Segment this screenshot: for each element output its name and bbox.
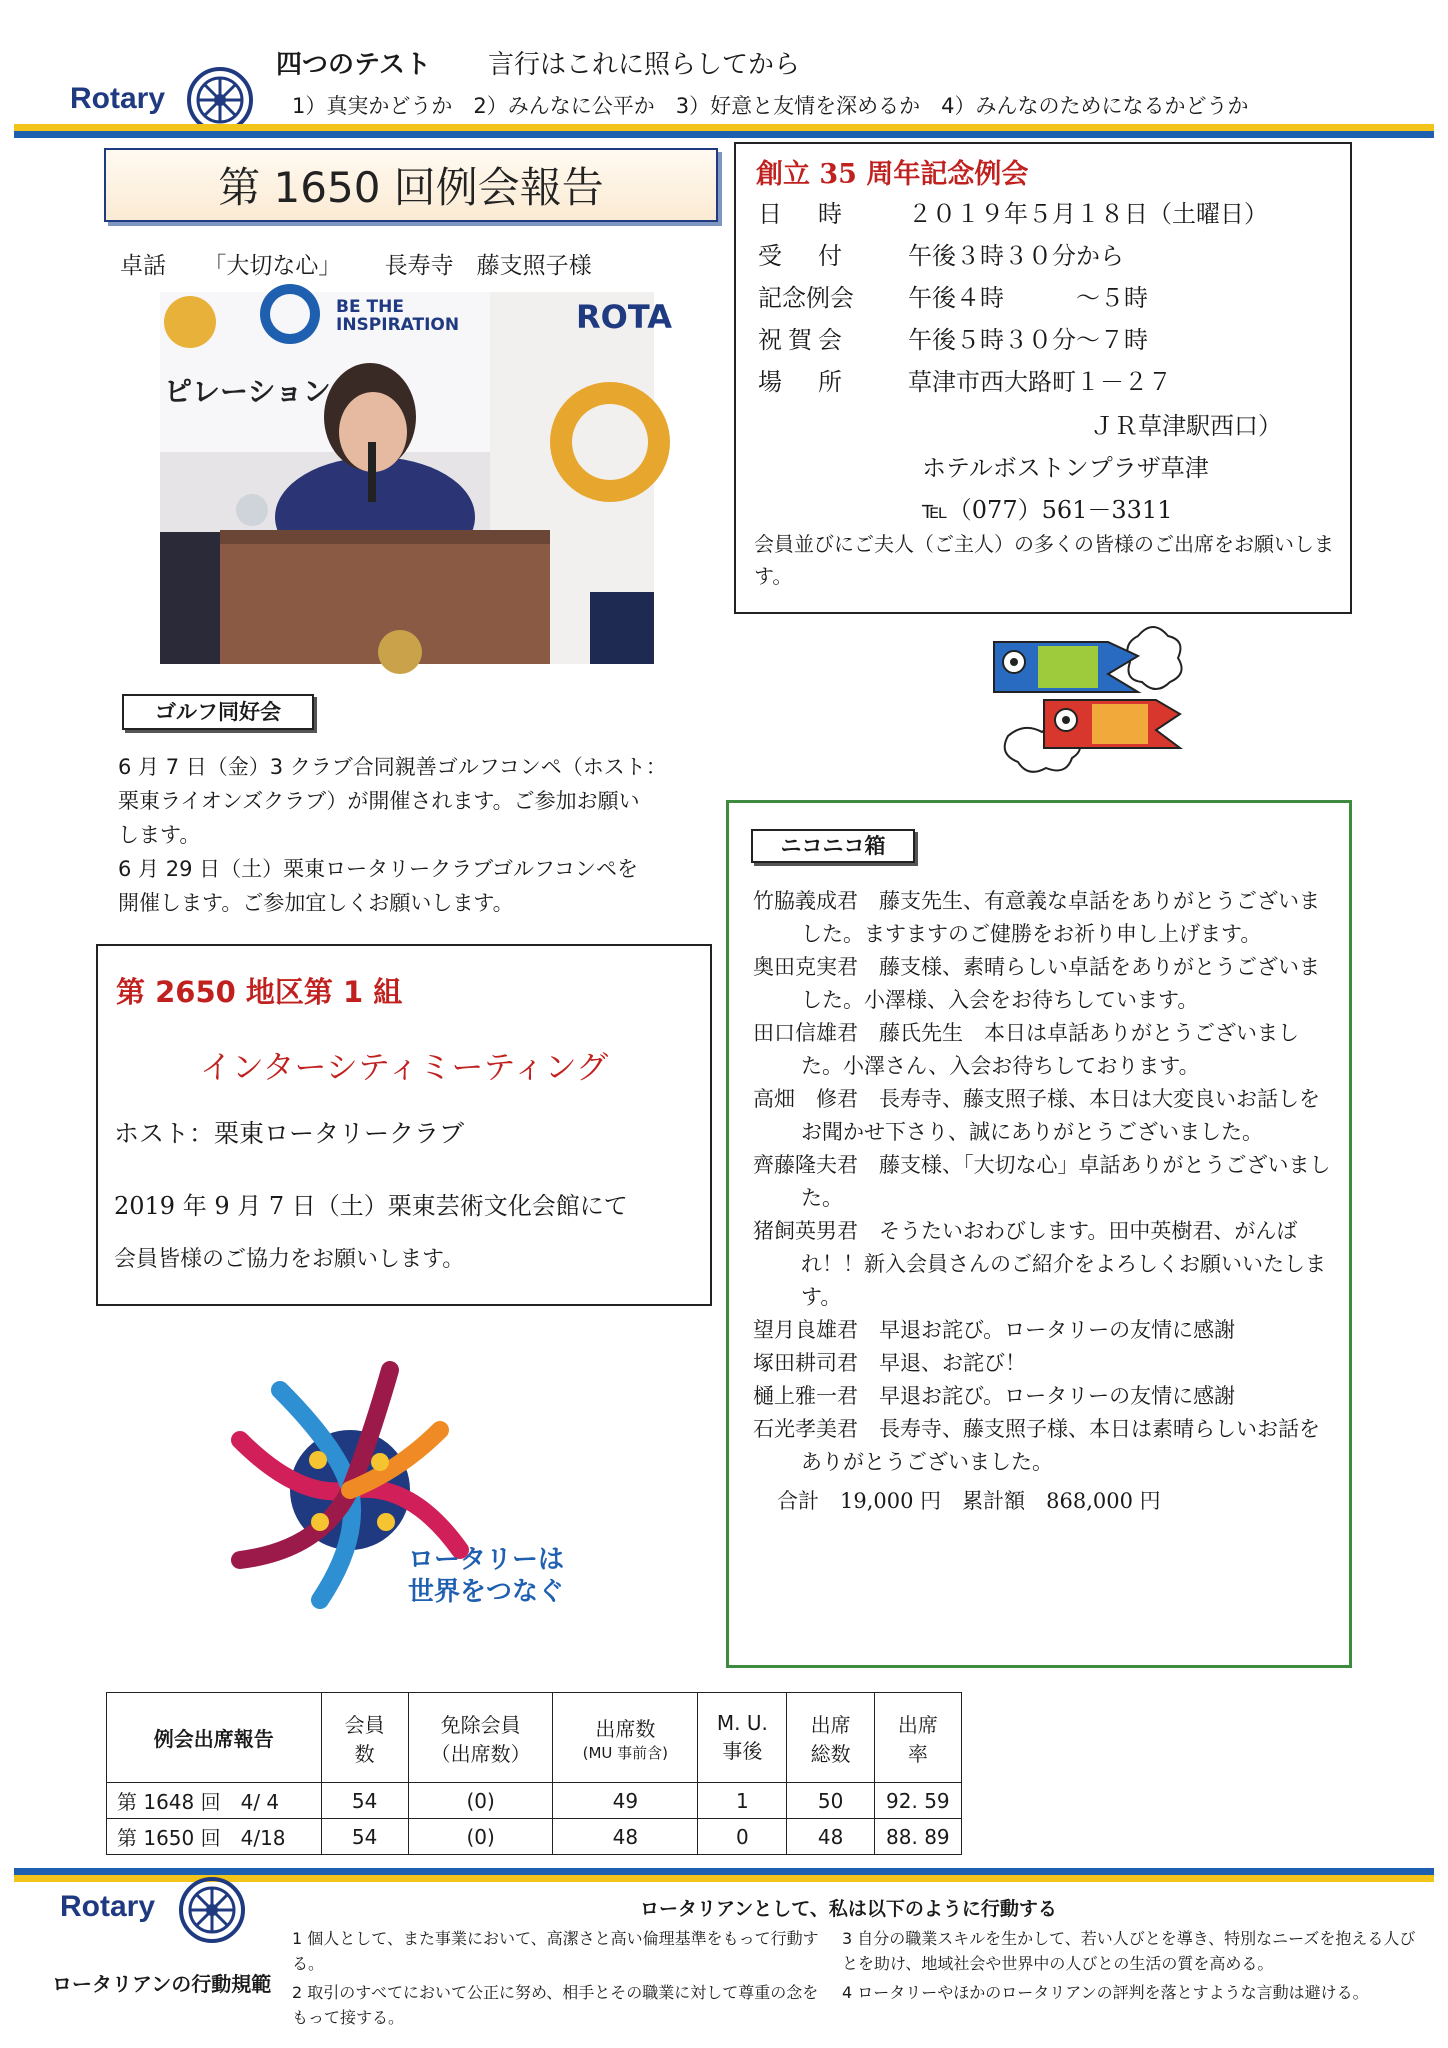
header-line: 免除会員 bbox=[440, 1712, 521, 1737]
report-title: 第 1650 回例会報告 bbox=[218, 163, 604, 212]
attendance-cell: (0) bbox=[408, 1783, 553, 1819]
niconico-entry: 竹脇義成君 藤支先生、有意義な卓話をありがとうございました。ますますのご健勝をお祈り申し上げます。 bbox=[753, 889, 1320, 946]
niconico-box bbox=[726, 800, 1352, 1668]
header-line: 率 bbox=[907, 1741, 928, 1766]
intercity-note: 会員皆様のご協力をお願いします。 bbox=[114, 1247, 465, 1272]
photo-banner-text: BE THE INSPIRATION bbox=[336, 297, 460, 335]
logo-caption-line2: 世界をつなぐ bbox=[408, 1577, 565, 1607]
header-line: M. U. bbox=[716, 1711, 768, 1735]
attendance-cell: 0 bbox=[698, 1819, 787, 1855]
attendance-header bbox=[553, 1693, 698, 1783]
attendance-cell: (0) bbox=[408, 1819, 553, 1855]
attendance-header-row bbox=[107, 1693, 962, 1783]
header-line: 出席 bbox=[897, 1712, 938, 1737]
header-line: 会員 bbox=[344, 1712, 385, 1737]
anniversary-row bbox=[758, 320, 1268, 362]
talk-line bbox=[120, 247, 592, 280]
anniversary-key: 受 付 bbox=[758, 242, 848, 270]
footer-code-title: ロータリアンの行動規範 bbox=[52, 1972, 272, 1996]
anniversary-value: ２０１９年５月１８日（土曜日） bbox=[908, 200, 1268, 228]
niconico-entry: 田口信雄君 藤氏先生 本日は卓話ありがとうございました。小澤さん、入会お待ちしております。 bbox=[753, 1021, 1299, 1078]
footer-item: 2 取引のすべてにおいて公正に努め、相手とその職業に対して尊重の念をもって接する。 bbox=[292, 1983, 819, 2027]
intercity-host: ホスト：栗東ロータリークラブ bbox=[114, 1119, 465, 1148]
header-line: 出席 bbox=[810, 1712, 851, 1737]
intercity-box bbox=[96, 944, 712, 1306]
logo-caption bbox=[408, 1544, 564, 1608]
golf-label: ゴルフ同好会 bbox=[122, 694, 314, 730]
speaker-photo bbox=[160, 292, 672, 664]
attendance-meeting: 第 1648 回 4/ 4 bbox=[107, 1783, 322, 1819]
anniversary-row bbox=[758, 362, 1268, 404]
anniversary-row bbox=[758, 278, 1268, 320]
attendance-cell: 48 bbox=[553, 1819, 698, 1855]
niconico-entry: 望月良雄君 早退お詫び。ロータリーの友情に感謝 bbox=[753, 1318, 1236, 1342]
footer-item: 4 ロータリーやほかのロータリアンの評判を落とすような言動は避ける。 bbox=[842, 1983, 1369, 2002]
anniversary-value: 午後４時 ～５時 bbox=[908, 284, 1148, 312]
header-line: (MU 事前含) bbox=[582, 1743, 669, 1762]
attendance-header bbox=[321, 1693, 408, 1783]
niconico-label: ニコニコ箱 bbox=[751, 829, 915, 863]
golf-line: 6 月 7 日（金）3 クラブ合同親善ゴルフコンペ（ホスト： bbox=[118, 755, 667, 779]
attendance-cell: 54 bbox=[321, 1783, 408, 1819]
footer-col-left bbox=[292, 1926, 824, 2030]
footer-item: 1 個人として、また事業において、高潔さと高い倫理基準をもって行動する。 bbox=[292, 1929, 819, 1973]
attendance-title: 例会出席報告 bbox=[107, 1693, 322, 1783]
koinobori-illustration bbox=[988, 616, 1188, 778]
talk-speaker: 長寿寺 藤支照子様 bbox=[384, 253, 592, 279]
four-test-items: 1）真実かどうか 2）みんなに公平か 3）好意と友情を深めるか 4）みんなのためになるかどうか bbox=[292, 94, 1249, 118]
anniversary-value: 午後３時３０分から bbox=[908, 242, 1124, 270]
anniversary-key: 記念例会 bbox=[758, 284, 854, 312]
attendance-row bbox=[107, 1819, 962, 1855]
golf-line: 6 月 29 日（土）栗東ロータリークラブゴルフコンペを bbox=[118, 857, 639, 881]
attendance-cell: 88. 89 bbox=[874, 1819, 961, 1855]
four-test-title: 四つのテスト bbox=[276, 50, 431, 80]
footer-rotary-wheel-icon bbox=[178, 1876, 246, 1944]
photo-side-text: ROTA bbox=[576, 298, 672, 336]
anniversary-row bbox=[758, 236, 1268, 278]
attendance-header bbox=[698, 1693, 787, 1783]
attendance-cell: 1 bbox=[698, 1783, 787, 1819]
report-title-box bbox=[104, 148, 718, 222]
attendance-cell: 49 bbox=[553, 1783, 698, 1819]
attendance-header bbox=[787, 1693, 874, 1783]
photo-left-text: ピレーション bbox=[164, 375, 331, 408]
golf-line: 栗東ライオンズクラブ）が開催されます。ご参加お願い bbox=[118, 789, 640, 813]
four-test-subtitle: 言行はこれに照らしてから bbox=[488, 50, 801, 80]
talk-label: 卓話 bbox=[120, 253, 166, 279]
niconico-entry: 樋上雅一君 早退お詫び。ロータリーの友情に感謝 bbox=[753, 1384, 1236, 1408]
header-line: 出席数 bbox=[595, 1716, 656, 1741]
anniversary-box bbox=[734, 142, 1352, 614]
header-line: 数 bbox=[354, 1741, 375, 1766]
niconico-entry: 石光孝美君 長寿寺、藤支照子様、本日は素晴らしいお話をありがとうございました。 bbox=[753, 1417, 1320, 1474]
header-rotary-wordmark: Rotary bbox=[70, 82, 166, 115]
attendance-cell: 54 bbox=[321, 1819, 408, 1855]
attendance-cell: 48 bbox=[787, 1819, 874, 1855]
anniversary-note: 会員並びにご夫人（ご主人）の多くの皆様のご出席をお願いします。 bbox=[754, 532, 1334, 588]
header-stripe-yellow bbox=[14, 124, 1434, 131]
footer-col-right bbox=[842, 1926, 1426, 2005]
anniversary-value: 午後５時３０分～７時 bbox=[908, 326, 1148, 354]
header-line: （出席数） bbox=[430, 1741, 531, 1766]
niconico-entry: 高畑 修君 長寿寺、藤支照子様、本日は大変良いお話しをお聞かせ下さり、誠にありがとうございました。 bbox=[753, 1087, 1320, 1144]
footer-stripe-blue bbox=[14, 1868, 1434, 1875]
attendance-cell: 92. 59 bbox=[874, 1783, 961, 1819]
niconico-entry: 猪飼英男君 そうたいおわびします。田中英樹君、がんばれ！！新入会員さんのご紹介をよろしくお願いいたします。 bbox=[753, 1219, 1326, 1309]
rotary-connects-logo bbox=[200, 1350, 580, 1630]
footer-heading: ロータリアンとして、私は以下のように行動する bbox=[640, 1898, 1057, 1920]
logo-caption-line1: ロータリーは bbox=[408, 1545, 565, 1575]
golf-text bbox=[118, 750, 718, 920]
footer-item: 3 自分の職業スキルを生かして、若い人びとを導き、特別なニーズを抱える人びとを助け、地域社会や世界中の人びとの生活の質を高める。 bbox=[842, 1929, 1416, 1973]
niconico-total: 合計 19,000 円 累計額 868,000 円 bbox=[777, 1489, 1161, 1513]
niconico-entry: 齊藤隆夫君 藤支様、「大切な心」卓話ありがとうございました。 bbox=[753, 1153, 1331, 1210]
footer-rotary-wordmark: Rotary bbox=[60, 1890, 156, 1923]
intercity-subtitle: インターシティミーティング bbox=[199, 1048, 609, 1086]
attendance-row bbox=[107, 1783, 962, 1819]
anniversary-key: 日 時 bbox=[758, 200, 848, 228]
anniversary-place-line3: ホテルボストンプラザ草津 bbox=[922, 454, 1209, 482]
anniversary-title: 創立 35 周年記念例会 bbox=[756, 159, 1029, 190]
header-stripe-blue bbox=[14, 131, 1434, 138]
niconico-list bbox=[753, 885, 1339, 1519]
niconico-entry: 奥田克実君 藤支様、素晴らしい卓話をありがとうございました。小澤様、入会をお待ちしています。 bbox=[753, 955, 1320, 1012]
intercity-date: 2019 年 9 月 7 日（土）栗東芸術文化会館にて bbox=[114, 1192, 628, 1220]
header-line: 総数 bbox=[810, 1741, 851, 1766]
attendance-header bbox=[408, 1693, 553, 1783]
attendance-header bbox=[874, 1693, 961, 1783]
niconico-entry: 塚田耕司君 早退、お詫び！ bbox=[753, 1351, 1026, 1375]
anniversary-phone: ℡（077）561－3311 bbox=[922, 496, 1173, 524]
anniversary-rows bbox=[758, 194, 1268, 404]
intercity-title: 第 2650 地区第 1 組 bbox=[116, 975, 403, 1009]
anniversary-value: 草津市西大路町１－２７ bbox=[908, 368, 1172, 396]
attendance-cell: 50 bbox=[787, 1783, 874, 1819]
anniversary-key: 祝賀会 bbox=[758, 326, 848, 354]
anniversary-key: 場 所 bbox=[758, 368, 848, 396]
header-line: 事後 bbox=[722, 1739, 763, 1763]
golf-line: 開催します。ご参加宜しくお願いします。 bbox=[118, 891, 514, 915]
talk-title: 「大切な心」 bbox=[203, 253, 342, 279]
attendance-table bbox=[106, 1692, 962, 1855]
anniversary-row bbox=[758, 194, 1268, 236]
golf-line: します。 bbox=[118, 823, 201, 847]
anniversary-place-line2: ＪＲ草津駅西口） bbox=[1090, 412, 1282, 440]
attendance-meeting: 第 1650 回 4/18 bbox=[107, 1819, 322, 1855]
